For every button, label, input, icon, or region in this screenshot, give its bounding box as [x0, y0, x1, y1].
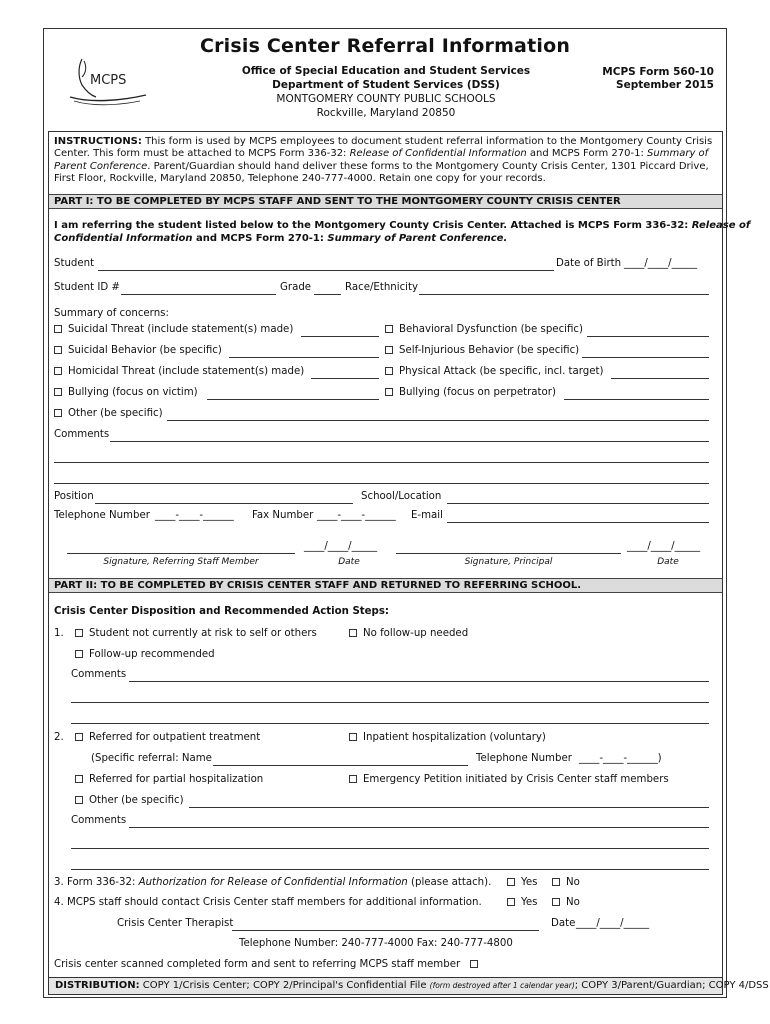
checkbox[interactable] [552, 898, 560, 906]
inpatient-option[interactable]: Inpatient hospitalization (voluntary) [349, 732, 546, 743]
checkbox[interactable] [349, 733, 357, 741]
student-name-field[interactable] [98, 270, 554, 271]
student-id-label: Student ID # [54, 282, 120, 293]
school-label: School/Location [361, 491, 442, 502]
specific-referral-field[interactable] [213, 765, 468, 766]
item4-yes-option[interactable]: Yes [507, 897, 537, 908]
item2-number: 2. [54, 732, 64, 743]
specific-referral-label: (Specific referral: Name [91, 753, 212, 764]
comments-line-1[interactable] [110, 441, 709, 442]
checkbox[interactable] [54, 388, 62, 396]
item2-comments-line-2[interactable] [71, 848, 709, 849]
staff-signature-caption: Signature, Referring Staff Member [103, 557, 259, 567]
form-page [43, 28, 769, 998]
crisis-center-phone-fax: Telephone Number: 240-777-4000 Fax: 240-777-4800 [239, 938, 513, 949]
staff-date-field[interactable]: ____/____/_____ [304, 541, 378, 552]
comments-line-3[interactable] [54, 483, 709, 484]
disposition-heading: Crisis Center Disposition and Recommended Action Steps: [54, 606, 389, 617]
item4-contact: 4. MCPS staff should contact Crisis Center staff members for additional information. [54, 897, 482, 908]
checkbox[interactable] [507, 898, 515, 906]
form-title: Crisis Center Referral Information [199, 35, 571, 57]
email-label: E-mail [411, 510, 443, 521]
concern-homicidal-threat-field[interactable] [311, 378, 379, 379]
concern-other[interactable]: Other (be specific) [54, 408, 163, 419]
not-at-risk-option[interactable]: Student not currently at risk to self or others [75, 628, 317, 639]
concern-bullying-perpetrator-field[interactable] [564, 399, 709, 400]
item4-no-option[interactable]: No [552, 897, 580, 908]
form-date: September 2015 [616, 79, 714, 91]
summary-label: Summary of concerns: [54, 308, 169, 319]
checkbox[interactable] [54, 409, 62, 417]
checkbox[interactable] [552, 878, 560, 886]
telephone-field[interactable]: ____-____-______ [155, 510, 234, 521]
checkbox[interactable] [75, 629, 83, 637]
district-name: MONTGOMERY COUNTY PUBLIC SCHOOLS [276, 93, 496, 105]
concern-homicidal-threat[interactable]: Homicidal Threat (include statement(s) made) [54, 366, 304, 377]
form-body [48, 131, 769, 995]
checkbox[interactable] [349, 775, 357, 783]
no-follow-up-option[interactable]: No follow-up needed [349, 628, 468, 639]
concern-behavioral-field[interactable] [587, 336, 709, 337]
concern-suicidal-behavior[interactable]: Suicidal Behavior (be specific) [54, 345, 222, 356]
concern-physical-attack-field[interactable] [611, 378, 709, 379]
principal-signature-field[interactable] [396, 553, 621, 554]
principal-signature-caption: Signature, Principal [464, 557, 553, 567]
part2-header: PART II: TO BE COMPLETED BY CRISIS CENTER STAFF AND RETURNED TO REFERRING SCHOOL. [49, 578, 722, 593]
checkbox[interactable] [54, 325, 62, 333]
concern-suicidal-behavior-field[interactable] [229, 357, 379, 358]
checkbox[interactable] [385, 388, 393, 396]
checkbox[interactable] [385, 367, 393, 375]
staff-date-caption: Date [338, 557, 360, 567]
school-field[interactable] [447, 503, 709, 504]
concern-bullying-victim-field[interactable] [207, 399, 379, 400]
checkbox[interactable] [54, 367, 62, 375]
outpatient-option[interactable]: Referred for outpatient treatment [75, 732, 260, 743]
scanned-checkbox[interactable] [470, 960, 478, 968]
district-city: Rockville, Maryland 20850 [316, 107, 456, 119]
email-field[interactable] [447, 522, 709, 523]
concern-behavioral[interactable]: Behavioral Dysfunction (be specific) [385, 324, 583, 335]
item1-comments-line-1[interactable] [129, 681, 709, 682]
student-label: Student [54, 258, 95, 269]
scanned-statement: Crisis center scanned completed form and sent to referring MCPS staff member [54, 959, 484, 970]
concern-physical-attack[interactable]: Physical Attack (be specific, incl. target) [385, 366, 604, 377]
checkbox[interactable] [54, 346, 62, 354]
form-number: MCPS Form 560-10 [602, 66, 714, 78]
position-label: Position [54, 491, 94, 502]
follow-up-option[interactable]: Follow-up recommended [75, 649, 215, 660]
concern-suicidal-threat-field[interactable] [301, 336, 379, 337]
therapist-date-label: Date [551, 918, 576, 929]
item1-comments-line-3[interactable] [71, 723, 709, 724]
department-name: Department of Student Services (DSS) [272, 79, 500, 91]
race-field[interactable] [419, 294, 709, 295]
instructions: INSTRUCTIONS: This form is used by MCPS employees to document student referral information to the Montgomery County Crisis Center. This form must be attached to MCPS Form 336-32: Release of Confidential Information and MCPS Form 270-1: Summary of Parent Conference. Parent/Guardian should hand deliver these forms to the Montgomery County Crisis Center, 1301 Piccard Drive, First Floor, Rockville, Maryland 20850, Telephone 240-777-4000. Retain one copy for your records. [54, 136, 713, 184]
item2-other-option[interactable]: Other (be specific) [75, 795, 184, 806]
grade-label: Grade [280, 282, 312, 293]
fax-field[interactable]: ____-____-______ [317, 510, 396, 521]
race-label: Race/Ethnicity [345, 282, 419, 293]
logo-text: MCPS [90, 73, 127, 88]
item1-comments-label: Comments [71, 669, 127, 680]
item1-number: 1. [54, 628, 64, 639]
item2-comments-line-1[interactable] [129, 827, 709, 828]
fax-label: Fax Number [252, 510, 314, 521]
mcps-logo-icon [60, 51, 150, 111]
office-name: Office of Special Education and Student Services [241, 65, 531, 77]
checkbox[interactable] [75, 775, 83, 783]
principal-date-caption: Date [657, 557, 679, 567]
concern-self-injurious[interactable]: Self-Injurious Behavior (be specific) [385, 345, 579, 356]
concern-bullying-perpetrator[interactable]: Bullying (focus on perpetrator) [385, 387, 556, 398]
dob-field[interactable]: ____/____/_____ [624, 258, 698, 269]
checkbox[interactable] [385, 325, 393, 333]
item3-yes-option[interactable]: Yes [507, 877, 537, 888]
therapist-date-field[interactable]: ____/____/_____ [576, 918, 650, 929]
concern-suicidal-threat[interactable]: Suicidal Threat (include statement(s) made) [54, 324, 293, 335]
therapist-field[interactable] [232, 930, 539, 931]
item2-comments-line-3[interactable] [71, 869, 709, 870]
therapist-label: Crisis Center Therapist [117, 918, 234, 929]
partial-hospitalization-option[interactable]: Referred for partial hospitalization [75, 774, 263, 785]
concern-self-injurious-field[interactable] [582, 357, 709, 358]
grade-field[interactable] [314, 294, 341, 295]
concern-other-field[interactable] [167, 420, 709, 421]
checkbox[interactable] [75, 796, 83, 804]
position-field[interactable] [95, 503, 353, 504]
office-block [194, 64, 578, 120]
item3-no-option[interactable]: No [552, 877, 580, 888]
part1-intro-line2: Confidential Information and MCPS Form 270-1: Summary of Parent Conference. [54, 233, 508, 244]
concern-bullying-victim[interactable]: Bullying (focus on victim) [54, 387, 198, 398]
referral-telephone-label: Telephone Number [476, 753, 572, 764]
checkbox[interactable] [75, 650, 83, 658]
checkbox[interactable] [349, 629, 357, 637]
part1-intro-line1: I am referring the student listed below to the Montgomery County Crisis Center. Attached is MCPS Form 336-32: Release of [54, 220, 751, 231]
form-number-block [602, 66, 714, 92]
comments-line-2[interactable] [54, 462, 709, 463]
emergency-petition-option[interactable]: Emergency Petition initiated by Crisis Center staff members [349, 774, 669, 785]
referral-telephone-field[interactable]: ____-____-______) [579, 753, 662, 764]
comments-label: Comments [54, 429, 110, 440]
checkbox[interactable] [507, 878, 515, 886]
distribution-bar: DISTRIBUTION: COPY 1/Crisis Center; COPY 2/Principal's Confidential File (form destroyed after 1 calendar year); COPY 3/Parent/Guardian; COPY 4/DSS [49, 977, 722, 994]
checkbox[interactable] [75, 733, 83, 741]
part1-header: PART I: TO BE COMPLETED BY MCPS STAFF AND SENT TO THE MONTGOMERY COUNTY CRISIS CENTER [49, 194, 722, 209]
principal-date-field[interactable]: ____/____/_____ [627, 541, 701, 552]
item2-other-field[interactable] [189, 807, 709, 808]
staff-signature-field[interactable] [67, 553, 295, 554]
item3-form-336: 3. Form 336-32: Authorization for Release of Confidential Information (please attach). [54, 877, 492, 888]
item2-comments-label: Comments [71, 815, 127, 826]
student-id-field[interactable] [121, 294, 276, 295]
checkbox[interactable] [385, 346, 393, 354]
telephone-label: Telephone Number [54, 510, 150, 521]
dob-label: Date of Birth [556, 258, 622, 269]
item1-comments-line-2[interactable] [71, 702, 709, 703]
